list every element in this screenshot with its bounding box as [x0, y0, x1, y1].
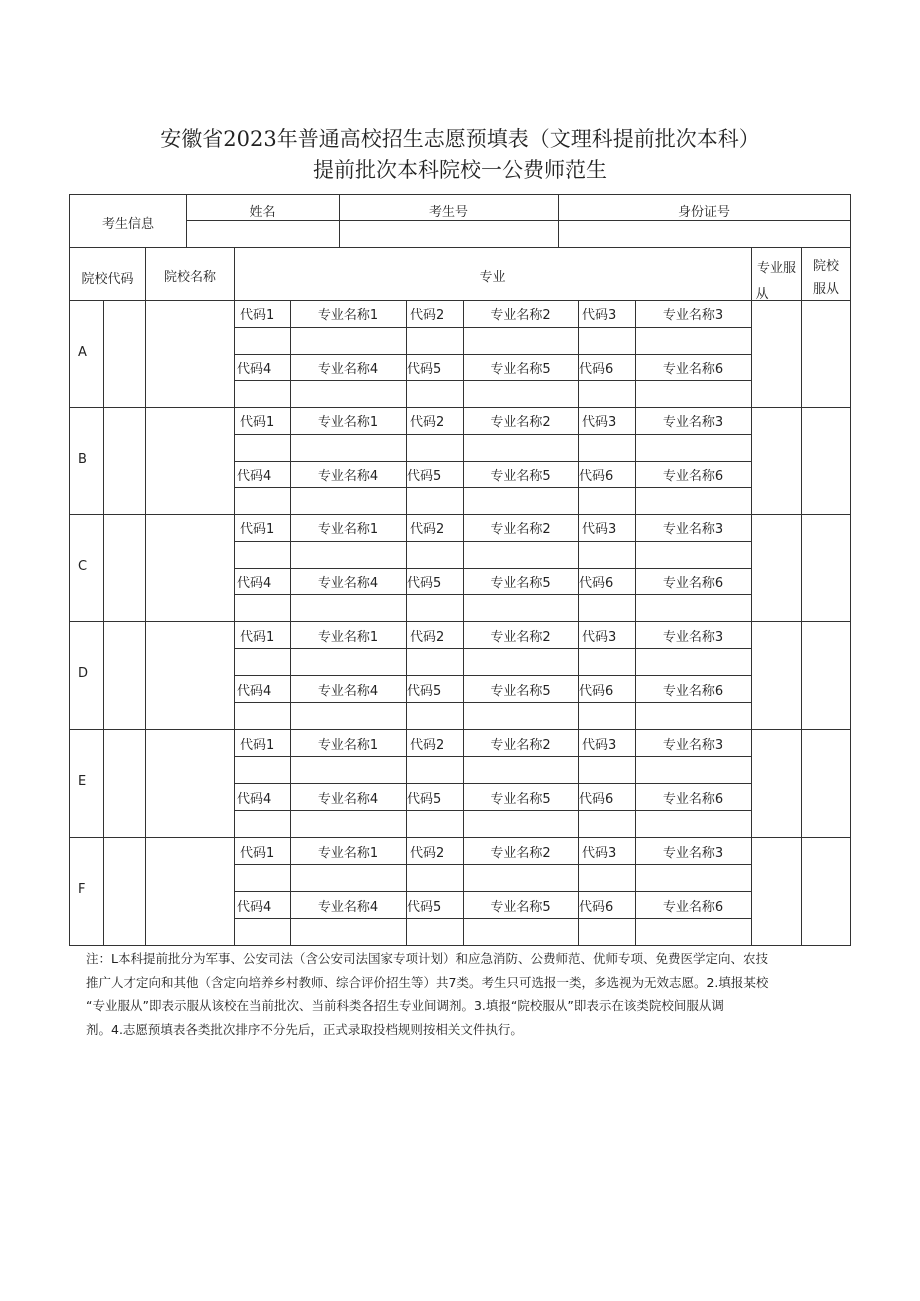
group-letter-B: B [78, 452, 87, 467]
major-label: 代码4 [237, 362, 272, 377]
major-label: 代码4 [237, 900, 272, 915]
note-line: 注：L本科提前批分为军事、公安司法（含公安司法国家专项计划）和应急消防、公费师范、优师专项、免费医学定向、农技 [86, 951, 768, 966]
major-label: 专业名称5 [490, 576, 551, 591]
school-name-field[interactable] [146, 622, 233, 729]
major-label: 专业名称2 [490, 522, 551, 537]
major-label: 代码5 [407, 684, 442, 699]
major-label: 代码2 [410, 308, 445, 323]
major-obey-field[interactable] [752, 301, 800, 407]
major-obey-field[interactable] [752, 838, 800, 945]
major-label: 代码1 [240, 415, 275, 430]
major-label: 代码6 [579, 576, 614, 591]
school-name-field[interactable] [146, 730, 233, 837]
major-entry-row[interactable] [235, 865, 750, 891]
major-obey-field[interactable] [752, 408, 800, 514]
major-entry-row[interactable] [235, 649, 750, 675]
major-label: 代码6 [579, 900, 614, 915]
major-label: 代码1 [240, 522, 275, 537]
group-letter-E: E [78, 774, 87, 789]
school-name-field[interactable] [146, 838, 233, 945]
major-obey-field[interactable] [752, 730, 800, 837]
major-label: 专业名称1 [317, 630, 379, 645]
major-label: 专业名称5 [490, 684, 551, 699]
form-title: 安徽省2023年普通高校招生志愿预填表（文理科提前批次本科） [160, 127, 760, 151]
name-field[interactable] [187, 221, 338, 246]
major-label: 代码3 [582, 846, 617, 861]
school-code-field[interactable] [104, 622, 144, 729]
major-label: 专业名称3 [662, 630, 724, 645]
major-label: 代码4 [237, 684, 272, 699]
major-entry-row[interactable] [235, 488, 750, 514]
major-label: 代码2 [410, 522, 445, 537]
form-subtitle: 提前批次本科院校一公费师范生 [313, 158, 607, 182]
school-obey-field[interactable] [802, 730, 849, 837]
major-label: 代码4 [237, 792, 272, 807]
grid-line [850, 194, 851, 946]
major-label: 代码1 [240, 846, 275, 861]
school-obey-header: 服从 [812, 282, 839, 297]
major-label: 代码2 [410, 630, 445, 645]
major-label: 代码1 [240, 308, 275, 323]
major-label: 代码1 [240, 630, 275, 645]
major-label: 专业名称3 [662, 415, 724, 430]
major-label: 代码1 [240, 738, 275, 753]
major-label: 专业名称5 [490, 792, 551, 807]
school-name-field[interactable] [146, 515, 233, 621]
major-label: 专业名称6 [662, 469, 724, 484]
school-code-field[interactable] [104, 838, 144, 945]
exam-number-header: 考生号 [428, 205, 468, 220]
major-entry-row[interactable] [235, 919, 750, 945]
major-label: 专业名称1 [317, 308, 379, 323]
major-label: 代码3 [582, 308, 617, 323]
major-entry-row[interactable] [235, 811, 750, 837]
major-label: 专业名称5 [490, 362, 551, 377]
major-obey-header: 专业服 [756, 261, 796, 276]
name-header: 姓名 [249, 205, 276, 220]
major-label: 代码4 [237, 469, 272, 484]
major-label: 专业名称4 [317, 469, 379, 484]
school-name-header: 院校名称 [163, 270, 216, 285]
major-label: 专业名称3 [662, 846, 724, 861]
major-entry-row[interactable] [235, 703, 750, 729]
major-label: 专业名称4 [317, 792, 379, 807]
school-name-field[interactable] [146, 301, 233, 407]
major-label: 代码2 [410, 738, 445, 753]
major-obey-header: 从 [755, 287, 769, 302]
school-obey-field[interactable] [802, 301, 849, 407]
major-label: 专业名称2 [490, 308, 551, 323]
id-number-field[interactable] [559, 221, 849, 246]
major-label: 代码5 [407, 900, 442, 915]
major-label: 专业名称6 [662, 576, 724, 591]
major-label: 代码2 [410, 846, 445, 861]
grid-line [234, 783, 752, 784]
note-line: 剂。4.志愿预填表各类批次排序不分先后，正式录取投档规则按相关文件执行。 [86, 1021, 523, 1037]
major-label: 专业名称6 [662, 684, 724, 699]
major-label: 代码6 [579, 469, 614, 484]
major-label: 专业名称3 [662, 308, 724, 323]
major-label: 代码3 [582, 738, 617, 753]
major-label: 专业名称6 [662, 792, 724, 807]
grid-line [69, 945, 851, 946]
major-label: 专业名称2 [490, 738, 551, 753]
major-label: 专业名称5 [490, 900, 551, 915]
major-label: 代码4 [237, 576, 272, 591]
school-obey-field[interactable] [802, 838, 849, 945]
school-obey-header: 院校 [812, 259, 839, 274]
major-label: 专业名称4 [317, 362, 379, 377]
school-obey-field[interactable] [802, 408, 849, 514]
major-entry-row[interactable] [235, 757, 750, 783]
major-header: 专业 [479, 270, 506, 285]
school-code-field[interactable] [104, 301, 144, 407]
major-obey-field[interactable] [752, 622, 800, 729]
grid-line [234, 891, 752, 892]
school-code-header: 院校代码 [81, 272, 134, 287]
major-label: 专业名称5 [490, 469, 551, 484]
group-letter-C: C [78, 559, 88, 574]
major-label: 专业名称4 [317, 684, 379, 699]
major-label: 代码6 [579, 684, 614, 699]
school-code-field[interactable] [104, 408, 144, 514]
school-obey-field[interactable] [802, 515, 849, 621]
major-label: 专业名称2 [490, 415, 551, 430]
exam-number-field[interactable] [340, 221, 557, 246]
major-label: 专业名称1 [317, 738, 379, 753]
major-label: 专业名称1 [317, 846, 379, 861]
major-label: 代码5 [407, 362, 442, 377]
major-label: 代码2 [410, 415, 445, 430]
school-code-field[interactable] [104, 515, 144, 621]
major-entry-row[interactable] [235, 381, 750, 407]
major-label: 代码6 [579, 362, 614, 377]
major-label: 代码5 [407, 469, 442, 484]
major-label: 代码3 [582, 522, 617, 537]
note-line: 推广人才定向和其他（含定向培养乡村教师、综合评价招生等）共7类。考生只可选报一类，多选视为无效志愿。2.填报某校 [86, 974, 769, 990]
major-entry-row[interactable] [235, 595, 750, 621]
major-label: 专业名称2 [490, 846, 551, 861]
major-label: 代码3 [582, 630, 617, 645]
candidate-info-label: 考生信息 [101, 217, 154, 232]
major-label: 代码5 [407, 792, 442, 807]
group-letter-F: F [78, 882, 86, 897]
group-letter-D: D [78, 666, 89, 681]
note-line: “专业服从”即表示服从该校在当前批次、当前科类各招生专业间调剂。3.填报“院校服从”即表示在该类院校间服从调 [86, 998, 724, 1013]
major-label: 专业名称1 [317, 522, 379, 537]
major-entry-row[interactable] [235, 435, 750, 461]
major-obey-field[interactable] [752, 515, 800, 621]
group-letter-A: A [78, 345, 87, 360]
major-label: 专业名称6 [662, 362, 724, 377]
grid-line [234, 461, 752, 462]
major-label: 专业名称1 [317, 415, 379, 430]
major-label: 专业名称4 [317, 576, 379, 591]
major-label: 代码3 [582, 415, 617, 430]
major-label: 专业名称3 [662, 522, 724, 537]
grid-line [234, 675, 752, 676]
major-entry-row[interactable] [235, 328, 750, 354]
major-entry-row[interactable] [235, 542, 750, 568]
major-label: 代码6 [579, 792, 614, 807]
school-code-field[interactable] [104, 730, 144, 837]
grid-line [234, 568, 752, 569]
school-obey-field[interactable] [802, 622, 849, 729]
school-name-field[interactable] [146, 408, 233, 514]
major-label: 专业名称2 [490, 630, 551, 645]
grid-line [69, 194, 70, 946]
major-label: 代码5 [407, 576, 442, 591]
major-label: 专业名称3 [662, 738, 724, 753]
form-notes [86, 947, 856, 1041]
grid-line [234, 354, 752, 355]
major-label: 专业名称6 [662, 900, 724, 915]
major-label: 专业名称4 [317, 900, 379, 915]
id-number-header: 身份证号 [677, 205, 730, 220]
